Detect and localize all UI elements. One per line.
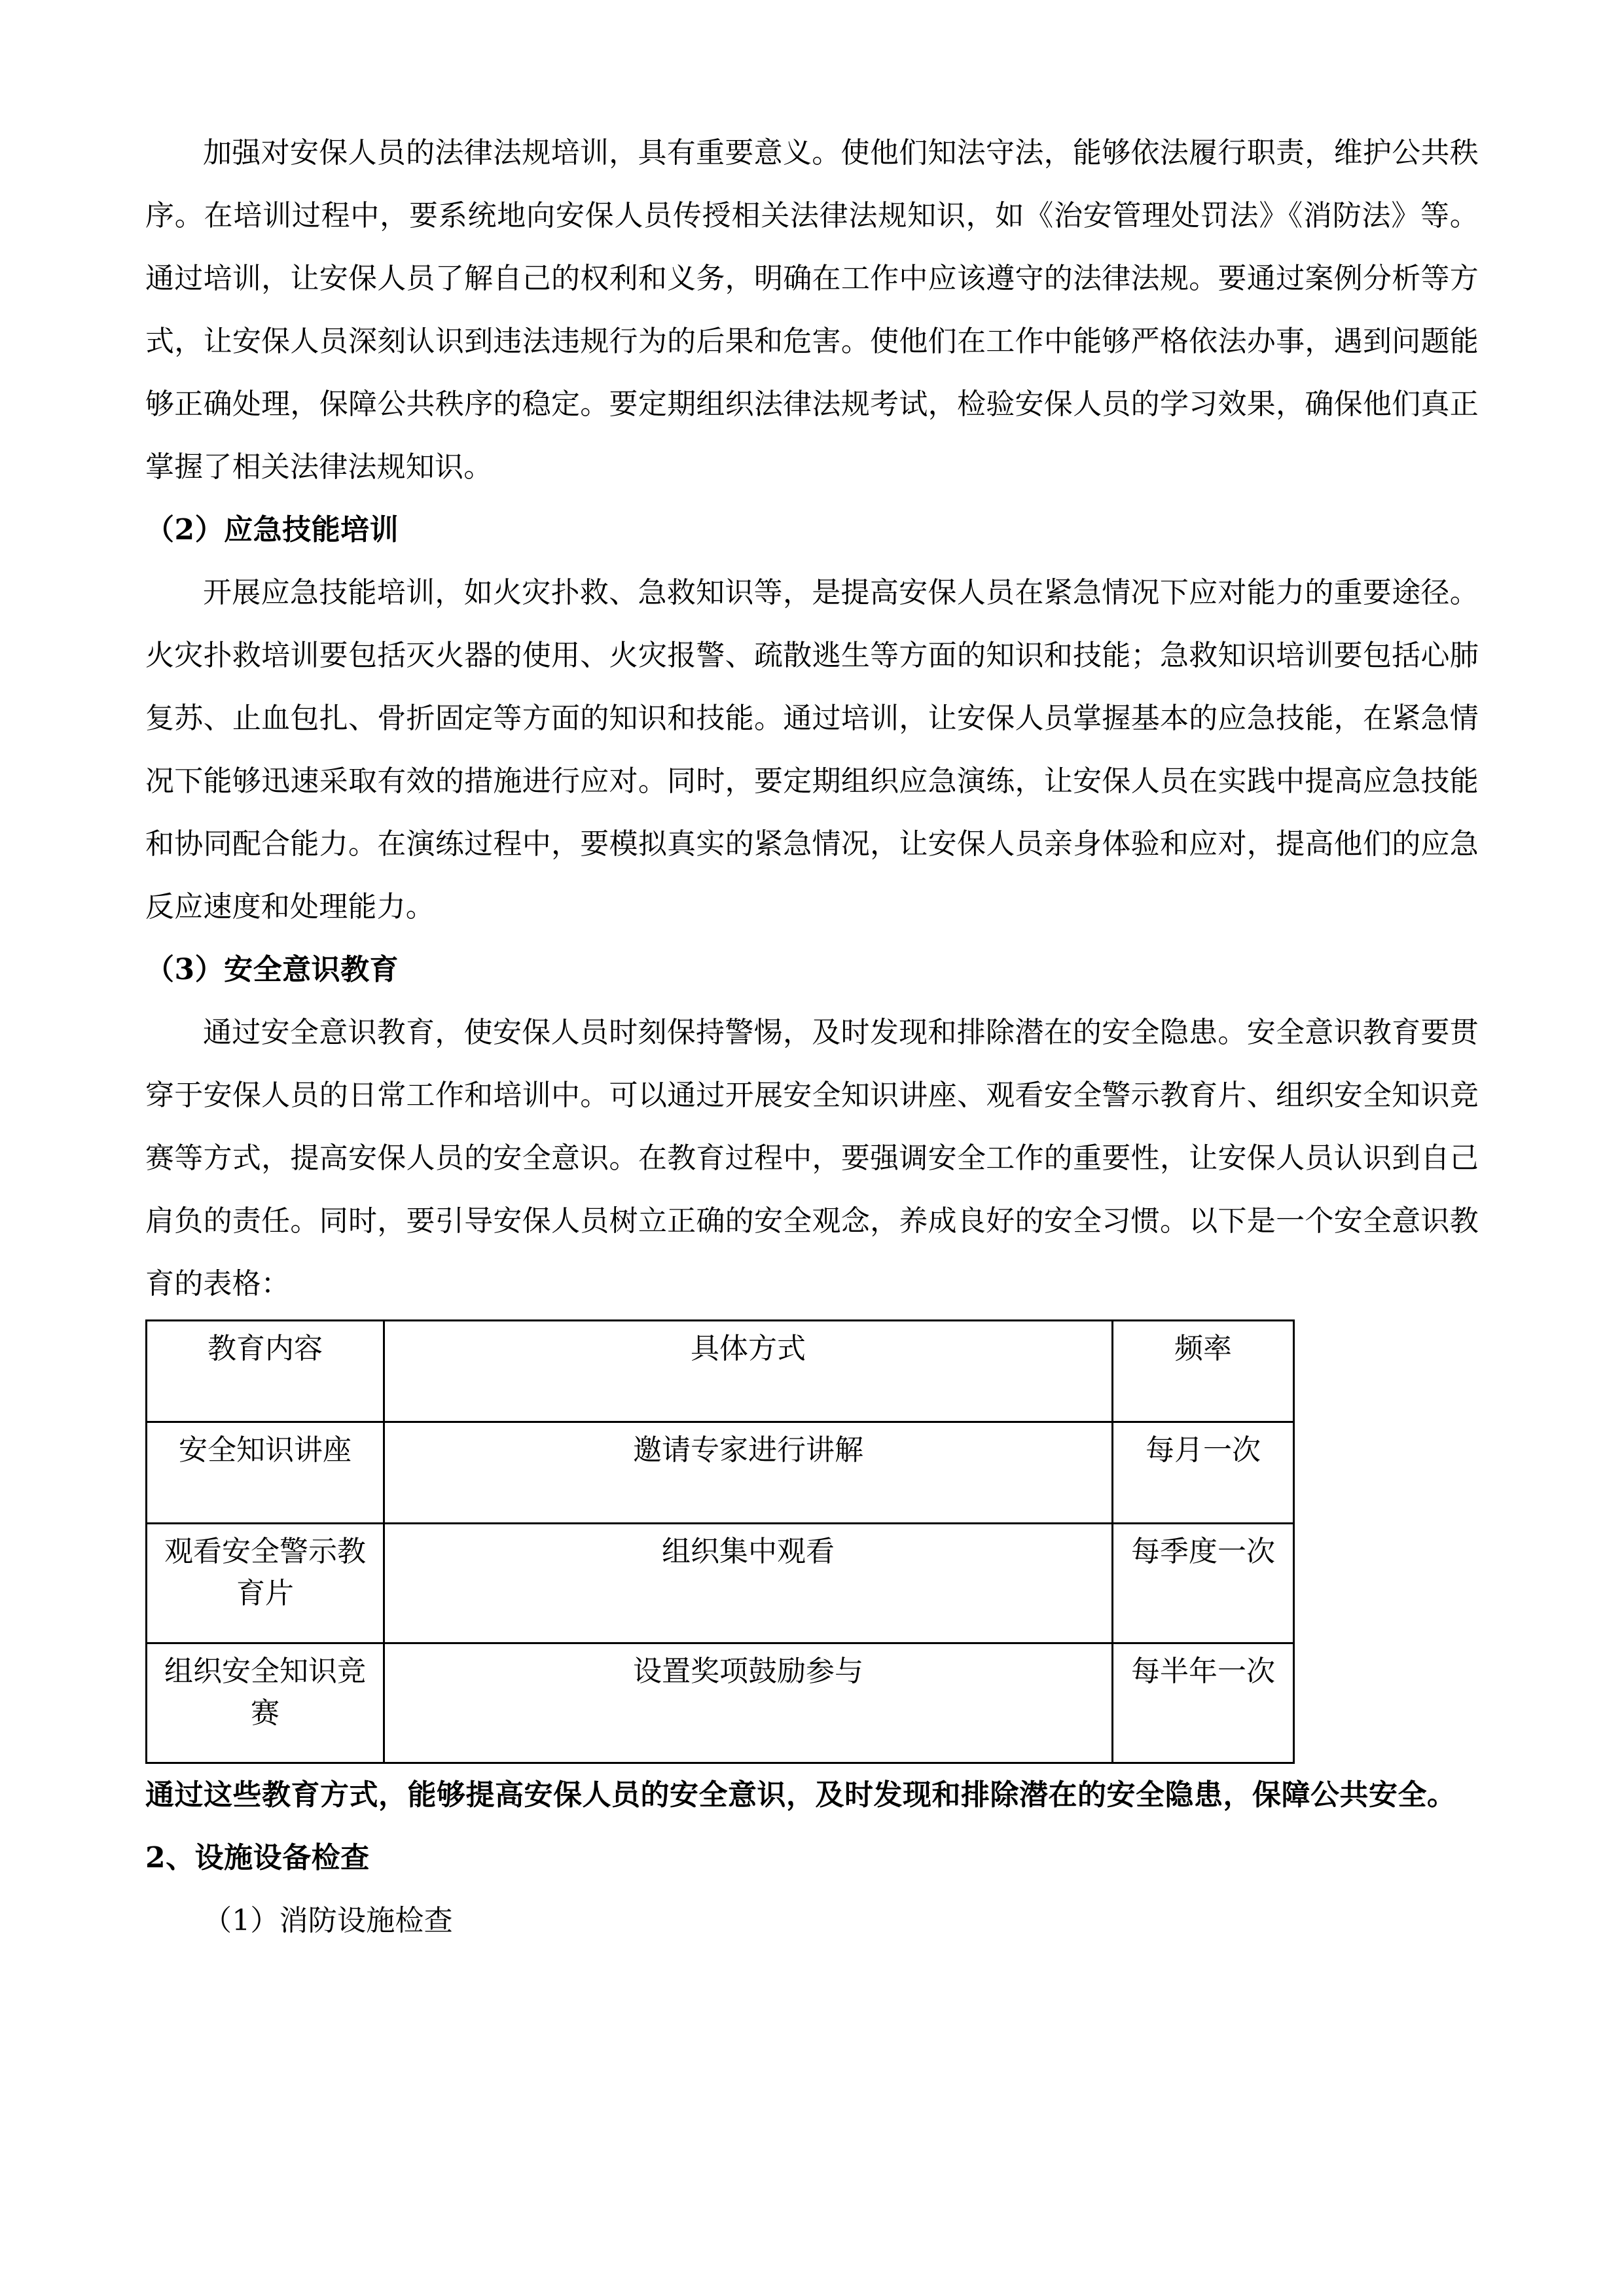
table-cell-frequency: 每月一次 xyxy=(1113,1422,1294,1524)
table-cell-frequency: 每半年一次 xyxy=(1113,1643,1294,1763)
table-header-cell-specific-method: 具体方式 xyxy=(384,1321,1113,1422)
table-row xyxy=(147,1524,1294,1643)
para-legal-training: 加强对安保人员的法律法规培训，具有重要意义。使他们知法守法，能够依法履行职责，维护公共秩序。在培训过程中，要系统地向安保人员传授相关法律法规知识，如《治安管理处罚法》《消防法》等。通过培训，让安保人员了解自己的权利和义务，明确在工作中应该遵守的法律法规。要通过案例分析等方式，让安保人员深刻认识到违法违规行为的后果和危害。使他们在工作中能够严格依法办事，遇到问题能够正确处理，保障公共秩序的稳定。要定期组织法律法规考试，检验安保人员的学习效果，确保他们真正掌握了相关法律法规知识。 xyxy=(145,136,1479,484)
table-cell-education-content: 组织安全知识竞赛 xyxy=(147,1643,384,1763)
table-cell-specific-method: 邀请专家进行讲解 xyxy=(384,1422,1113,1524)
heading-emergency-skills-training: （2）应急技能培训 xyxy=(145,513,399,547)
heading-facility-equipment-inspection: 通过这些教育方式，能够提高安保人员的安全意识，及时发现和排除潜在的安全隐患，保障公共安全。 xyxy=(145,1778,1456,1812)
table-header-row xyxy=(147,1321,1294,1422)
table-cell-specific-method: 组织集中观看 xyxy=(384,1524,1113,1643)
para-fire-facility: （1）消防设施检查 xyxy=(203,1904,453,1937)
heading-safety-awareness-education: （3）安全意识教育 xyxy=(145,953,399,986)
table-cell-education-content: 安全知识讲座 xyxy=(147,1422,384,1524)
document-body xyxy=(145,122,1479,1952)
table-cell-education-content: 观看安全警示教育片 xyxy=(147,1524,384,1643)
table-row xyxy=(147,1643,1294,1763)
table-cell-frequency: 每季度一次 xyxy=(1113,1524,1294,1643)
table-cell-specific-method: 设置奖项鼓励参与 xyxy=(384,1643,1113,1763)
safety-education-table-wrapper xyxy=(145,1319,1293,1764)
table-row xyxy=(147,1422,1294,1524)
safety-education-table xyxy=(145,1319,1295,1764)
para-safety-awareness: 通过安全意识教育，使安保人员时刻保持警惕，及时发现和排除潜在的安全隐患。安全意识教育要贯穿于安保人员的日常工作和培训中。可以通过开展安全知识讲座、观看安全警示教育片、组织安全知识竞赛等方式，提高安保人员的安全意识。在教育过程中，要强调安全工作的重要性，让安保人员认识到自己肩负的责任。同时，要引导安保人员树立正确的安全观念，养成良好的安全习惯。以下是一个安全意识教育的表格： xyxy=(145,1016,1479,1300)
para-emergency-skills: 开展应急技能培训，如火灾扑救、急救知识等，是提高安保人员在紧急情况下应对能力的重要途径。火灾扑救培训要包括灭火器的使用、火灾报警、疏散逃生等方面的知识和技能；急救知识培训要包括心肺复苏、止血包扎、骨折固定等方面的知识和技能。通过培训，让安保人员掌握基本的应急技能，在紧急情况下能够迅速采取有效的措施进行应对。同时，要定期组织应急演练，让安保人员在实践中提高应急技能和协同配合能力。在演练过程中，要模拟真实的紧急情况，让安保人员亲身体验和应对，提高他们的应急反应速度和处理能力。 xyxy=(145,576,1479,924)
heading-fire-facility-inspection: 2、设施设备检查 xyxy=(145,1841,370,1874)
table-header-cell-frequency: 频率 xyxy=(1113,1321,1294,1422)
table-header-cell-education-content: 教育内容 xyxy=(147,1321,384,1422)
